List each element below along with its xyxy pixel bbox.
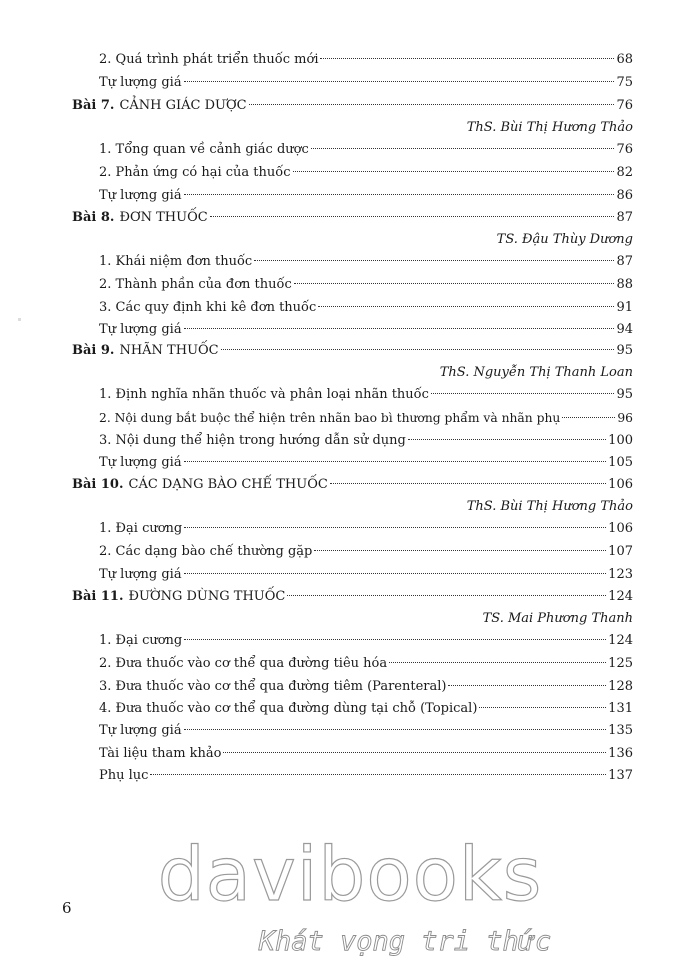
leader-dots [448,685,606,686]
toc-entry-page: 95 [616,387,633,402]
toc-entry-page: 87 [616,254,633,269]
toc-entry-title: 2. Đưa thuốc vào cơ thể qua đường tiêu hóa [99,656,388,671]
toc-entry-title: Tự lượng giá [99,455,182,470]
toc-entry [94,564,633,586]
toc-entry-page: 106 [608,521,633,536]
toc-entry [94,743,633,765]
toc-entry [94,518,633,540]
leader-dots [221,349,615,350]
leader-dots [408,439,606,440]
toc-entry-page: 124 [608,589,633,604]
toc-entry-title: Phụ lục [99,768,149,783]
leader-dots [479,707,606,708]
toc-entry-page: 135 [608,723,633,738]
toc-entry-title: 1. Đại cương [99,521,183,536]
leader-dots [184,527,606,528]
toc-entry-page: 76 [616,142,633,157]
author-credit: ThS. Bùi Thị Hương Thảo [466,120,633,135]
leader-dots [318,306,614,307]
leader-dots [389,662,606,663]
toc-entry-title: 4. Đưa thuốc vào cơ thể qua đường dùng tại chỗ (Topical) [99,701,478,716]
toc-entry-title: 1. Đại cương [99,633,183,648]
toc-entry-title: 3. Các quy định khi kê đơn thuốc [99,300,317,315]
leader-dots [210,216,615,217]
toc-entry [94,319,633,341]
toc-entry [94,139,633,161]
leader-dots [184,328,615,329]
toc-entry-page: 94 [616,322,633,337]
toc-entry-number: Bài 8. [72,210,115,225]
page-number: 6 [62,899,72,917]
toc-lesson-entry [72,207,633,229]
leader-dots [184,81,615,82]
leader-dots [223,752,606,753]
toc-entry-title: 1. Khái niệm đơn thuốc [99,254,253,269]
toc-entry-title: Tự lượng giá [99,322,182,337]
toc-entry-title: 2. Phản ứng có hại của thuốc [99,165,291,180]
toc-entry [94,698,633,720]
toc-entry [94,653,633,675]
toc-entry-page: 123 [608,567,633,582]
toc-entry-page: 137 [608,768,633,783]
toc-entry-title: 2. Các dạng bào chế thường gặp [99,544,313,559]
toc-entry-title: 2. Thành phần của đơn thuốc [99,277,292,292]
toc-entry [94,274,633,296]
toc-entry [94,430,633,452]
toc-entry [94,251,633,273]
toc-entry-title: ĐƠN THUỐC [119,210,208,225]
toc-entry-page: 87 [616,210,633,225]
toc-entry-title: Tài liệu tham khảo [99,746,222,761]
toc-entry-title: Tự lượng giá [99,75,182,90]
toc-entry-title: 3. Đưa thuốc vào cơ thể qua đường tiêm (Parenteral) [99,679,447,694]
leader-dots [320,58,614,59]
toc-entry-number: Bài 9. [72,343,115,358]
toc-entry [94,452,633,474]
toc-entry-page: 100 [608,433,633,448]
toc-entry-page: 131 [608,701,633,716]
toc-entry-page: 91 [616,300,633,315]
toc-entry-page: 96 [617,411,633,425]
toc-lesson-entry [72,95,633,117]
toc-entry [94,720,633,742]
leader-dots [249,104,615,105]
toc-lesson-entry [72,340,633,362]
toc-entry-page: 76 [616,98,633,113]
leader-dots [287,595,606,596]
toc-entry-page: 107 [608,544,633,559]
toc-entry-page: 75 [616,75,633,90]
toc-entry [94,407,633,429]
leader-dots [254,260,614,261]
leader-dots [150,774,606,775]
toc-entry-page: 82 [616,165,633,180]
author-credit: TS. Mai Phương Thanh [482,611,633,626]
author-credit: TS. Đậu Thùy Dương [496,232,633,247]
toc-lesson-entry [72,586,633,608]
scan-speck [18,318,21,321]
toc-entry [94,541,633,563]
leader-dots [184,639,606,640]
toc-entry-title: 2. Quá trình phát triển thuốc mới [99,52,319,67]
leader-dots [330,483,606,484]
toc-entry-page: 136 [608,746,633,761]
toc-entry-page: 128 [608,679,633,694]
toc-entry-title: CÁC DẠNG BÀO CHẾ THUỐC [128,477,328,492]
toc-entry-page: 124 [608,633,633,648]
toc-entry-title: 2. Nội dung bắt buộc thể hiện trên nhãn bao bì thương phẩm và nhãn phụ [99,411,561,425]
toc-entry [94,297,633,319]
toc-entry-page: 106 [608,477,633,492]
toc-entry-title: CẢNH GIÁC DƯỢC [119,98,247,113]
toc-entry-number: Bài 7. [72,98,115,113]
watermark-brand: davibooks [157,838,543,908]
toc-entry [94,49,633,71]
toc-lesson-entry [72,474,633,496]
leader-dots [293,171,615,172]
toc-entry-number: Bài 11. [72,589,124,604]
leader-dots [184,573,607,574]
toc-entry [94,162,633,184]
toc-entry [94,185,633,207]
watermark-logo [150,838,550,908]
toc-entry-number: Bài 10. [72,477,124,492]
toc-entry-page: 88 [616,277,633,292]
watermark-slogan: Khát vọng tri thức [258,926,552,957]
author-credit: ThS. Nguyễn Thị Thanh Loan [439,365,633,380]
toc-entry [94,384,633,406]
toc-entry-title: Tự lượng giá [99,567,182,582]
author-credit: ThS. Bùi Thị Hương Thảo [466,499,633,514]
toc-entry [94,72,633,94]
toc-entry-title: 1. Tổng quan về cảnh giác dược [99,142,309,157]
watermark-slogan-graphic [255,925,555,957]
toc-entry [94,765,633,787]
leader-dots [431,393,615,394]
leader-dots [294,283,615,284]
toc-entry-title: NHÃN THUỐC [119,343,219,358]
toc-entry-page: 105 [608,455,633,470]
leader-dots [184,461,607,462]
toc-entry-title: ĐƯỜNG DÙNG THUỐC [128,589,286,604]
toc-entry-title: 3. Nội dung thể hiện trong hướng dẫn sử dụng [99,433,406,448]
toc-entry [94,630,633,652]
leader-dots [184,194,615,195]
leader-dots [184,729,607,730]
leader-dots [311,148,615,149]
toc-entry-page: 125 [608,656,633,671]
toc-entry-title: Tự lượng giá [99,188,182,203]
toc-entry-title: 1. Định nghĩa nhãn thuốc và phân loại nhãn thuốc [99,387,429,402]
toc-entry-page: 86 [616,188,633,203]
toc-entry [94,676,633,698]
toc-entry-page: 68 [616,52,633,67]
leader-dots [562,417,615,418]
toc-entry-page: 95 [616,343,633,358]
leader-dots [314,550,606,551]
toc-entry-title: Tự lượng giá [99,723,182,738]
